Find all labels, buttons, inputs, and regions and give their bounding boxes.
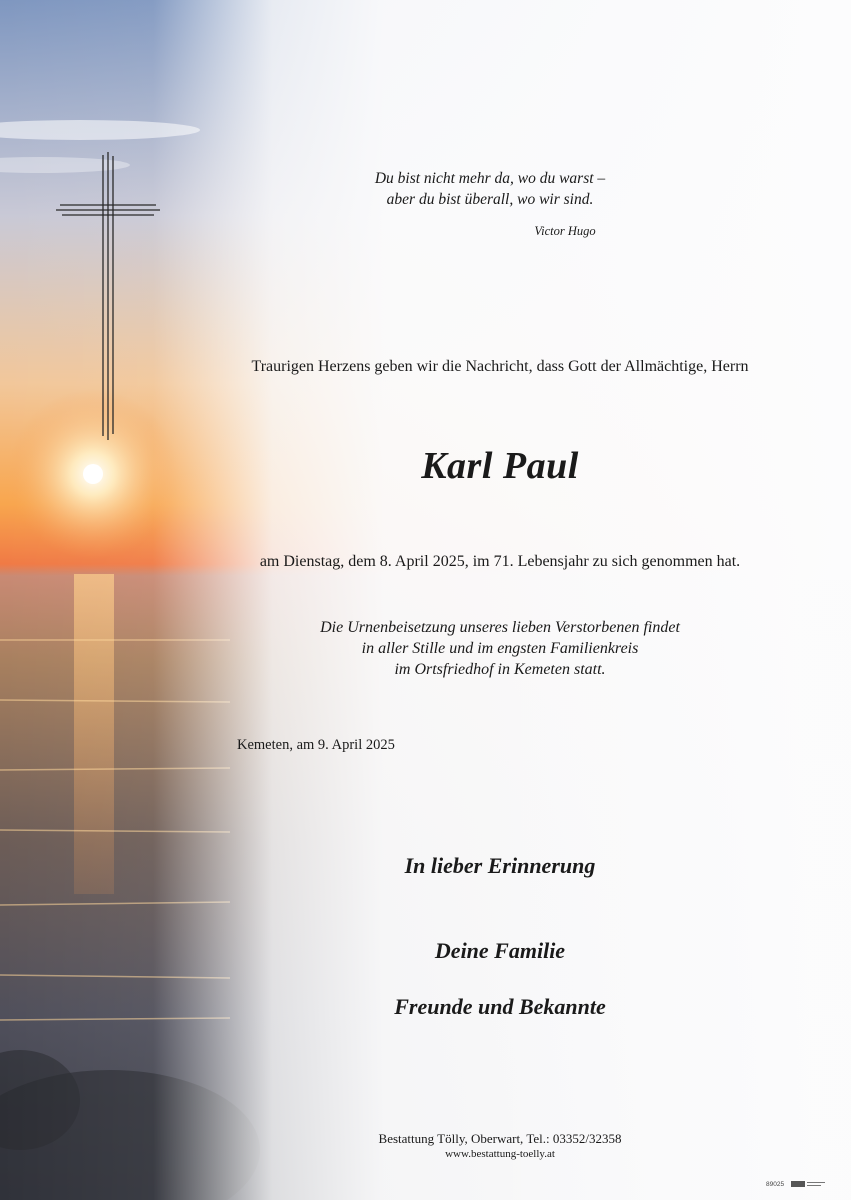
- closing-memory: In lieber Erinnerung: [404, 853, 596, 878]
- burial-line-2: in aller Stille und im engsten Familienkreis: [361, 640, 639, 657]
- burial-notice: [260, 617, 740, 680]
- closing-friends: Freunde und Bekannte: [394, 994, 606, 1019]
- quote-line-2: aber du bist überall, wo wir sind.: [386, 191, 594, 208]
- place-date: Kemeten, am 9. April 2025: [237, 737, 395, 753]
- closing-family: Deine Familie: [434, 938, 566, 963]
- print-code: 89025: [766, 1181, 785, 1188]
- burial-line-1: Die Urnenbeisetzung unseres lieben Verstorbenen findet: [320, 619, 680, 636]
- death-notice: am Dienstag, dem 8. April 2025, im 71. Lebensjahr zu sich genommen hat.: [259, 553, 741, 570]
- announcement-intro: Traurigen Herzens geben wir die Nachricht, dass Gott der Allmächtige, Herrn: [251, 358, 749, 375]
- sun-icon: [80, 461, 106, 487]
- cross-icon: [56, 152, 160, 442]
- burial-line-3: im Ortsfriedhof in Kemeten statt.: [394, 661, 606, 678]
- funeral-home-website: www.bestattung-toelly.at: [445, 1148, 555, 1160]
- quote-author: Victor Hugo: [534, 224, 596, 238]
- funeral-home-info: Bestattung Tölly, Oberwart, Tel.: 03352/32358: [378, 1131, 622, 1146]
- quote: [330, 168, 650, 210]
- quote-line-1: Du bist nicht mehr da, wo du warst –: [374, 170, 606, 187]
- deceased-name: Karl Paul: [421, 445, 579, 487]
- printer-logo-icon: [791, 1180, 825, 1188]
